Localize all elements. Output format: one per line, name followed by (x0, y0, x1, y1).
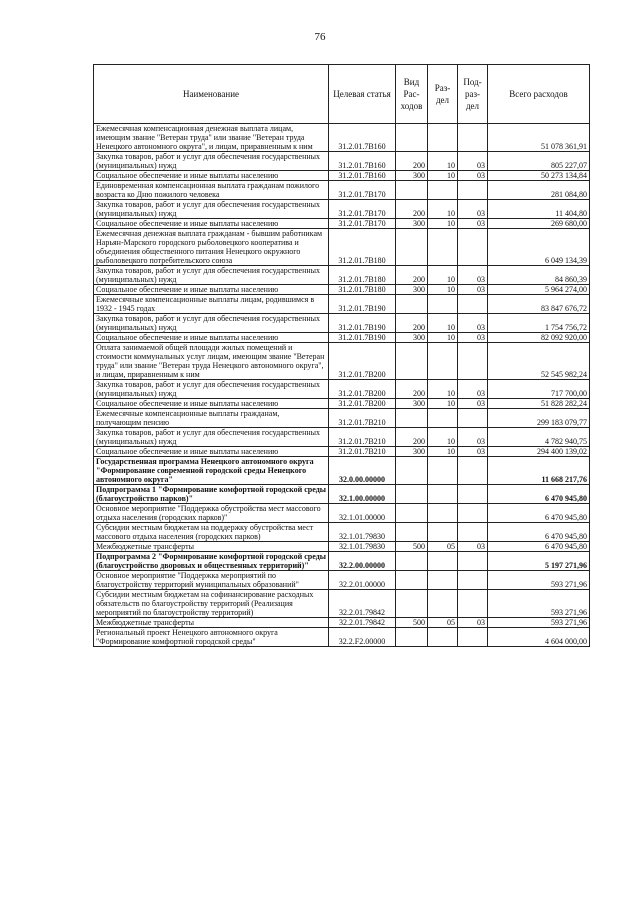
cell-total: 805 227,07 (488, 152, 590, 171)
cell-podrazdel (458, 504, 488, 523)
cell-total: 6 470 945,80 (488, 523, 590, 542)
cell-name: Закупка товаров, работ и услуг для обеспечения государственных (муниципальных) нужд (94, 200, 329, 219)
table-row (94, 124, 590, 152)
cell-vid: 200 (396, 428, 428, 447)
cell-total: 6 470 945,80 (488, 504, 590, 523)
cell-total: 269 680,00 (488, 219, 590, 229)
cell-name: Субсидии местным бюджетам на софинансирование расходных обязательств по благоустройству территорий (Реализация мероприятий по благоустройству территорий) (94, 590, 329, 618)
cell-name: Ежемесячные компенсационные выплаты гражданам, получающим пенсию (94, 409, 329, 428)
cell-vid (396, 523, 428, 542)
cell-code: 32.2.00.00000 (329, 552, 396, 571)
cell-razdel (428, 504, 458, 523)
cell-total: 51 078 361,91 (488, 124, 590, 152)
cell-vid: 300 (396, 333, 428, 343)
cell-razdel (428, 571, 458, 590)
cell-vid (396, 552, 428, 571)
cell-razdel: 10 (428, 314, 458, 333)
column-header-vid: Вид Рас-ходов (396, 65, 428, 124)
table-row (94, 380, 590, 399)
table-row (94, 219, 590, 229)
column-header-name: Наименование (94, 65, 329, 124)
cell-razdel: 10 (428, 219, 458, 229)
cell-razdel (428, 523, 458, 542)
cell-vid: 300 (396, 285, 428, 295)
cell-razdel: 10 (428, 380, 458, 399)
cell-podrazdel: 03 (458, 266, 488, 285)
cell-vid (396, 504, 428, 523)
cell-total: 11 404,80 (488, 200, 590, 219)
cell-podrazdel: 03 (458, 447, 488, 457)
cell-podrazdel: 03 (458, 333, 488, 343)
cell-name: Подпрограмма 2 "Формирование комфортной городской среды (благоустройство дворовых и общественных территорий)" (94, 552, 329, 571)
table-row (94, 152, 590, 171)
cell-razdel (428, 124, 458, 152)
cell-total: 4 782 940,75 (488, 428, 590, 447)
cell-name: Социальное обеспечение и иные выплаты населению (94, 171, 329, 181)
cell-total: 717 700,00 (488, 380, 590, 399)
cell-name: Закупка товаров, работ и услуг для обеспечения государственных (муниципальных) нужд (94, 380, 329, 399)
cell-razdel (428, 552, 458, 571)
cell-code: 31.2.01.7В190 (329, 333, 396, 343)
cell-code: 31.2.01.7В210 (329, 428, 396, 447)
cell-razdel: 10 (428, 285, 458, 295)
cell-total: 83 847 676,72 (488, 295, 590, 314)
cell-podrazdel (458, 124, 488, 152)
cell-razdel (428, 628, 458, 647)
table-row (94, 181, 590, 200)
cell-podrazdel (458, 590, 488, 618)
cell-podrazdel: 03 (458, 152, 488, 171)
budget-table (93, 64, 590, 647)
cell-vid (396, 590, 428, 618)
table-row (94, 457, 590, 485)
cell-code: 32.1.01.00000 (329, 504, 396, 523)
cell-vid (396, 571, 428, 590)
cell-total: 11 668 217,76 (488, 457, 590, 485)
cell-podrazdel (458, 571, 488, 590)
cell-code: 31.2.01.7В200 (329, 399, 396, 409)
cell-vid (396, 229, 428, 266)
table-row (94, 399, 590, 409)
table-row (94, 552, 590, 571)
cell-vid: 200 (396, 380, 428, 399)
table-row (94, 523, 590, 542)
cell-razdel: 05 (428, 542, 458, 552)
cell-total: 5 197 271,96 (488, 552, 590, 571)
table-row (94, 409, 590, 428)
cell-podrazdel (458, 295, 488, 314)
cell-podrazdel (458, 523, 488, 542)
cell-total: 51 828 282,24 (488, 399, 590, 409)
table-row (94, 314, 590, 333)
cell-podrazdel (458, 181, 488, 200)
cell-name: Социальное обеспечение и иные выплаты населению (94, 447, 329, 457)
cell-vid: 300 (396, 399, 428, 409)
cell-name: Межбюджетные трансферты (94, 542, 329, 552)
cell-podrazdel (458, 409, 488, 428)
cell-name: Единовременная компенсационная выплата гражданам пожилого возраста ко Дню пожилого человека (94, 181, 329, 200)
cell-podrazdel: 03 (458, 428, 488, 447)
cell-code: 31.2.01.7В180 (329, 266, 396, 285)
cell-podrazdel: 03 (458, 542, 488, 552)
cell-total: 4 604 000,00 (488, 628, 590, 647)
table-row (94, 171, 590, 181)
cell-code: 31.2.01.7В180 (329, 285, 396, 295)
cell-vid (396, 485, 428, 504)
cell-podrazdel (458, 485, 488, 504)
cell-podrazdel (458, 457, 488, 485)
cell-vid (396, 457, 428, 485)
cell-name: Социальное обеспечение и иные выплаты населению (94, 333, 329, 343)
table-header-row (94, 65, 590, 124)
cell-podrazdel (458, 229, 488, 266)
cell-code: 31.2.01.7В210 (329, 447, 396, 457)
cell-vid: 500 (396, 618, 428, 628)
cell-vid: 200 (396, 152, 428, 171)
cell-podrazdel (458, 343, 488, 380)
cell-total: 593 271,96 (488, 590, 590, 618)
table-row (94, 285, 590, 295)
table-row (94, 542, 590, 552)
cell-total: 593 271,96 (488, 571, 590, 590)
cell-razdel (428, 409, 458, 428)
cell-podrazdel: 03 (458, 219, 488, 229)
cell-code: 31.2.01.7В190 (329, 295, 396, 314)
cell-vid: 200 (396, 200, 428, 219)
cell-name: Межбюджетные трансферты (94, 618, 329, 628)
cell-total: 281 084,80 (488, 181, 590, 200)
cell-name: Основное мероприятие "Поддержка обустройства мест массового отдыха населения (городских парков)" (94, 504, 329, 523)
cell-total: 52 545 982,24 (488, 343, 590, 380)
column-header-total: Всего расходов (488, 65, 590, 124)
column-header-code: Целевая статья (329, 65, 396, 124)
cell-total: 6 049 134,39 (488, 229, 590, 266)
table-row (94, 485, 590, 504)
cell-code: 32.0.00.00000 (329, 457, 396, 485)
table-row (94, 295, 590, 314)
cell-razdel: 10 (428, 333, 458, 343)
table-row (94, 571, 590, 590)
cell-code: 32.2.F2.00000 (329, 628, 396, 647)
cell-total: 299 183 079,77 (488, 409, 590, 428)
table-row (94, 229, 590, 266)
cell-razdel: 10 (428, 447, 458, 457)
cell-total: 50 273 134,84 (488, 171, 590, 181)
cell-total: 5 964 274,00 (488, 285, 590, 295)
cell-podrazdel: 03 (458, 285, 488, 295)
cell-podrazdel (458, 628, 488, 647)
cell-name: Социальное обеспечение и иные выплаты населению (94, 219, 329, 229)
table-row (94, 266, 590, 285)
cell-name: Ежемесячная компенсационная денежная выплата лицам, имеющим звание "Ветеран труда" или звание "Ветеран труда Ненецкого автономного округа", и лицам, приравненным к ним (94, 124, 329, 152)
cell-code: 32.1.01.79830 (329, 542, 396, 552)
cell-total: 84 860,39 (488, 266, 590, 285)
cell-razdel (428, 295, 458, 314)
cell-razdel: 10 (428, 171, 458, 181)
cell-name: Оплата занимаемой общей площади жилых помещений и стоимости коммунальных услуг лицам, имеющим звание "Ветеран труда" или звание "Ветеран труда Ненецкого автономного округа", и лицам, приравненным к ним (94, 343, 329, 380)
cell-razdel (428, 181, 458, 200)
table-row (94, 618, 590, 628)
cell-razdel (428, 343, 458, 380)
cell-vid: 300 (396, 447, 428, 457)
cell-vid: 200 (396, 314, 428, 333)
cell-name: Ежемесячная денежная выплата гражданам - бывшим работникам Нарьян-Марского городского рыболовецкого кооператива и объединения общественного питания Ненецкого окружного рыболовецкого потребительского союза (94, 229, 329, 266)
cell-vid (396, 628, 428, 647)
cell-code: 31.2.01.7В170 (329, 219, 396, 229)
cell-code: 31.2.01.7В160 (329, 171, 396, 181)
column-header-podrazdel: Под-раз-дел (458, 65, 488, 124)
table-row (94, 504, 590, 523)
cell-razdel (428, 590, 458, 618)
cell-code: 31.2.01.7В170 (329, 181, 396, 200)
cell-razdel (428, 485, 458, 504)
cell-podrazdel: 03 (458, 399, 488, 409)
cell-vid (396, 124, 428, 152)
cell-total: 593 271,96 (488, 618, 590, 628)
cell-vid: 300 (396, 171, 428, 181)
table-row (94, 343, 590, 380)
cell-code: 31.2.01.7В170 (329, 200, 396, 219)
cell-name: Региональный проект Ненецкого автономного округа "Формирование комфортной городской среды" (94, 628, 329, 647)
table-row (94, 200, 590, 219)
cell-razdel: 10 (428, 428, 458, 447)
table-row (94, 428, 590, 447)
cell-vid: 500 (396, 542, 428, 552)
table-body (94, 124, 590, 647)
table-row (94, 447, 590, 457)
cell-code: 32.2.01.00000 (329, 571, 396, 590)
cell-vid (396, 409, 428, 428)
cell-razdel: 10 (428, 266, 458, 285)
column-header-razdel: Раз-дел (428, 65, 458, 124)
cell-name: Социальное обеспечение и иные выплаты населению (94, 285, 329, 295)
cell-code: 32.1.01.79830 (329, 523, 396, 542)
cell-total: 1 754 756,72 (488, 314, 590, 333)
cell-vid (396, 343, 428, 380)
cell-code: 31.2.01.7В200 (329, 380, 396, 399)
cell-code: 31.2.01.7В160 (329, 124, 396, 152)
cell-total: 6 470 945,80 (488, 542, 590, 552)
cell-vid: 300 (396, 219, 428, 229)
cell-razdel: 05 (428, 618, 458, 628)
table-row (94, 333, 590, 343)
cell-name: Закупка товаров, работ и услуг для обеспечения государственных (муниципальных) нужд (94, 314, 329, 333)
cell-vid (396, 295, 428, 314)
cell-podrazdel: 03 (458, 314, 488, 333)
cell-razdel: 10 (428, 152, 458, 171)
cell-name: Закупка товаров, работ и услуг для обеспечения государственных (муниципальных) нужд (94, 428, 329, 447)
cell-name: Подпрограмма 1 "Формирование комфортной городской среды (благоустройство парков)" (94, 485, 329, 504)
cell-podrazdel: 03 (458, 171, 488, 181)
cell-code: 31.2.01.7В190 (329, 314, 396, 333)
cell-code: 31.2.01.7В180 (329, 229, 396, 266)
cell-name: Государственная программа Ненецкого автономного округа "Формирование современной городской среды Ненецкого автономного округа" (94, 457, 329, 485)
cell-podrazdel (458, 552, 488, 571)
cell-code: 31.2.01.7В210 (329, 409, 396, 428)
cell-vid: 200 (396, 266, 428, 285)
cell-name: Социальное обеспечение и иные выплаты населению (94, 399, 329, 409)
cell-podrazdel: 03 (458, 200, 488, 219)
cell-code: 32.2.01.79842 (329, 618, 396, 628)
table-row (94, 628, 590, 647)
page-number: 76 (314, 31, 326, 43)
cell-name: Закупка товаров, работ и услуг для обеспечения государственных (муниципальных) нужд (94, 266, 329, 285)
cell-razdel (428, 229, 458, 266)
cell-name: Субсидии местным бюджетам на поддержку обустройства мест массового отдыха населения (городских парков) (94, 523, 329, 542)
cell-total: 294 400 139,02 (488, 447, 590, 457)
cell-podrazdel: 03 (458, 380, 488, 399)
cell-total: 6 470 945,80 (488, 485, 590, 504)
cell-name: Ежемесячные компенсационные выплаты лицам, родившимся в 1932 - 1945 годах (94, 295, 329, 314)
cell-code: 32.1.00.00000 (329, 485, 396, 504)
cell-razdel: 10 (428, 200, 458, 219)
cell-name: Основное мероприятие "Поддержка мероприятий по благоустройству территорий муниципальных образований" (94, 571, 329, 590)
table-row (94, 590, 590, 618)
cell-code: 32.2.01.79842 (329, 590, 396, 618)
cell-vid (396, 181, 428, 200)
cell-code: 31.2.01.7В160 (329, 152, 396, 171)
cell-razdel (428, 457, 458, 485)
cell-podrazdel: 03 (458, 618, 488, 628)
cell-name: Закупка товаров, работ и услуг для обеспечения государственных (муниципальных) нужд (94, 152, 329, 171)
cell-code: 31.2.01.7В200 (329, 343, 396, 380)
cell-razdel: 10 (428, 399, 458, 409)
cell-total: 82 092 920,00 (488, 333, 590, 343)
